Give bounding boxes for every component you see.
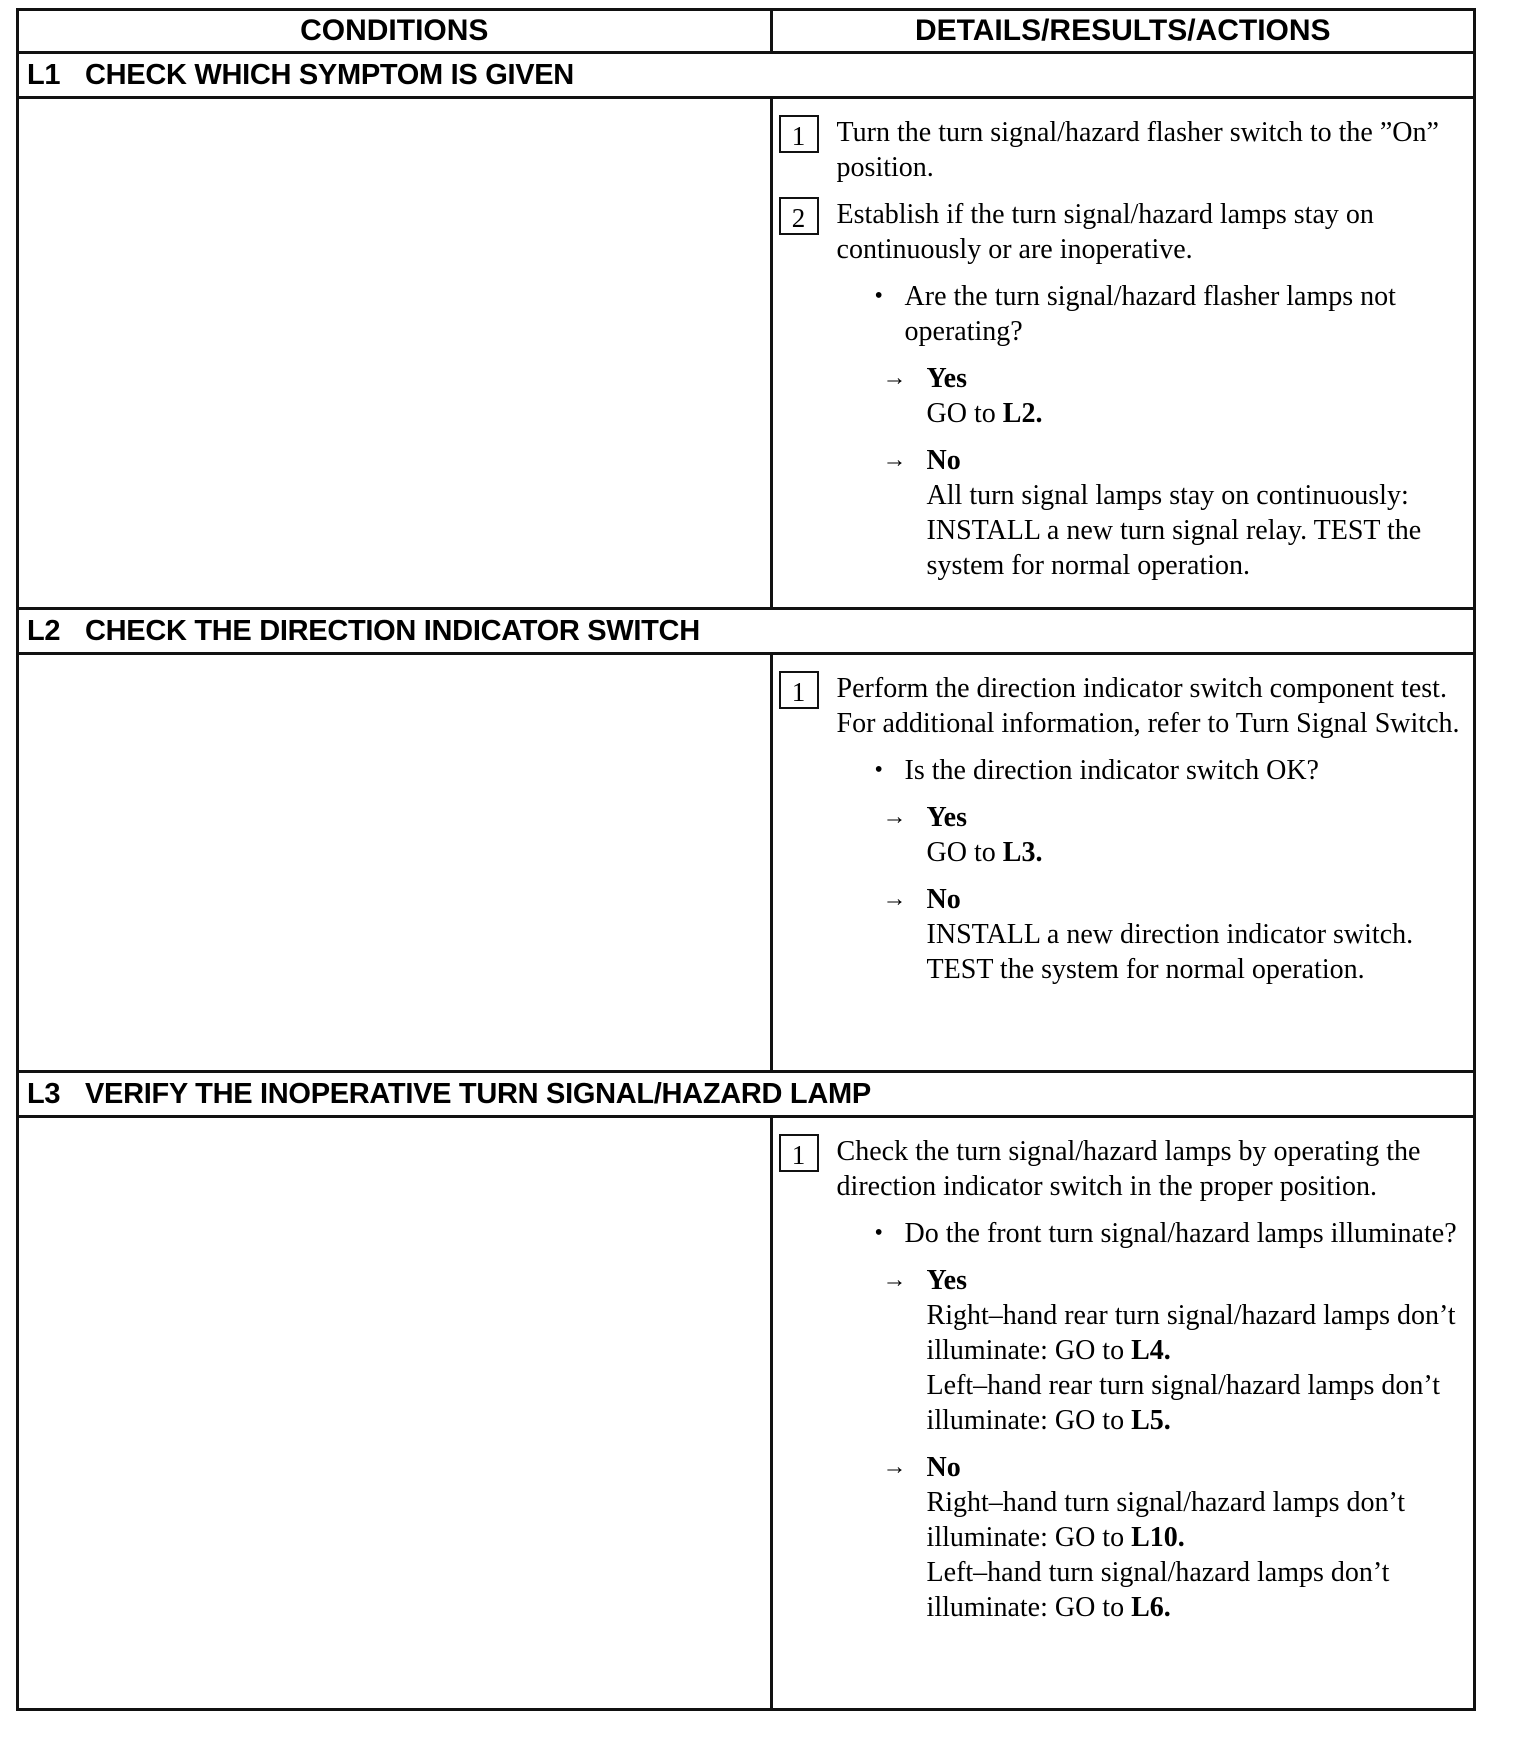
arrow-right-icon: → (882, 365, 907, 391)
step-title: CHECK WHICH SYMPTOM IS GIVEN (85, 59, 574, 91)
answer-line (927, 835, 1461, 870)
arrow-right-icon: → (882, 804, 907, 830)
question-text: Do the front turn signal/hazard lamps illuminate? (904, 1218, 1457, 1249)
action-text: Turn the turn signal/hazard flasher switch to the ”On” position. (836, 117, 1439, 183)
arrow-right-icon: → (882, 1267, 907, 1293)
answer-line (927, 1298, 1461, 1368)
answer-label: Yes (926, 1265, 967, 1296)
answer-no (883, 882, 1461, 987)
bullet-icon: • (874, 283, 883, 309)
conditions-cell (18, 1117, 772, 1710)
diagnostic-table-page (16, 8, 1476, 1711)
details-cell (771, 98, 1474, 609)
step-id: L1 (27, 59, 61, 91)
answer-text: Left–hand rear turn signal/hazard lamps don’t illuminate: GO to (926, 1370, 1440, 1436)
answer-label: Yes (926, 802, 967, 833)
step-title: VERIFY THE INOPERATIVE TURN SIGNAL/HAZARD LAMP (85, 1078, 871, 1110)
question (875, 753, 1461, 788)
answer-detail (927, 917, 1461, 987)
action-step (779, 115, 1461, 185)
answer-text: Right–hand turn signal/hazard lamps don’t illuminate: GO to (926, 1487, 1406, 1553)
answer-yes (883, 1263, 1461, 1438)
bullet-icon: • (874, 757, 883, 783)
answer-detail (927, 396, 1461, 431)
answer-label: Yes (926, 363, 967, 394)
step-heading (18, 609, 1475, 654)
action-text: Perform the direction indicator switch component test. For additional information, refer to Turn Signal Switch. (836, 673, 1460, 739)
bullet-icon: • (874, 1220, 883, 1246)
answer-label: No (926, 445, 961, 476)
answer-detail (927, 1485, 1461, 1625)
arrow-right-icon: → (882, 447, 907, 473)
step-id: L3 (27, 1078, 61, 1110)
answer-text: All turn signal lamps stay on continuously: INSTALL a new turn signal relay. TEST the system for normal operation. (926, 480, 1422, 581)
step-number-box: 1 (779, 1134, 819, 1172)
details-header: DETAILS/RESULTS/ACTIONS (771, 10, 1474, 53)
question-text: Is the direction indicator switch OK? (904, 755, 1319, 786)
action-step (779, 197, 1461, 267)
answer-yes (883, 800, 1461, 870)
answer-label: No (926, 1452, 961, 1483)
answer-line (927, 1555, 1461, 1625)
details-cell (771, 654, 1474, 1072)
question (875, 1216, 1461, 1251)
step-heading (18, 1072, 1475, 1117)
step-number-box: 1 (779, 115, 819, 153)
step-reference: L3. (1002, 837, 1043, 868)
answer-label: No (926, 884, 961, 915)
step-title: CHECK THE DIRECTION INDICATOR SWITCH (85, 615, 700, 647)
action-text: Establish if the turn signal/hazard lamps stay on continuously or are inoperative. (836, 199, 1374, 265)
answer-detail (927, 478, 1461, 583)
step-reference: L4. (1131, 1335, 1171, 1366)
action-text: Check the turn signal/hazard lamps by operating the direction indicator switch in the proper position. (836, 1136, 1421, 1202)
action-step (779, 671, 1461, 741)
question (875, 279, 1461, 349)
step-reference: L10. (1131, 1522, 1185, 1553)
answer-text: Right–hand rear turn signal/hazard lamps don’t illuminate: GO to (926, 1300, 1456, 1366)
answer-text: GO to (926, 837, 1003, 868)
step-reference: L5. (1131, 1405, 1171, 1436)
conditions-cell (18, 654, 772, 1072)
steps-body (18, 53, 1475, 1710)
step-id: L2 (27, 615, 61, 647)
answer-line (927, 1485, 1461, 1555)
answer-line (927, 917, 1461, 987)
answer-yes (883, 361, 1461, 431)
answer-line (927, 396, 1461, 431)
answer-detail (927, 835, 1461, 870)
details-cell (771, 1117, 1474, 1710)
answer-line (927, 478, 1461, 583)
step-reference: L6. (1131, 1592, 1171, 1623)
step-reference: L2. (1002, 398, 1043, 429)
question-text: Are the turn signal/hazard flasher lamps not operating? (904, 281, 1396, 347)
answer-no (883, 443, 1461, 583)
conditions-header: CONDITIONS (18, 10, 772, 53)
conditions-cell (18, 98, 772, 609)
step-heading (18, 53, 1475, 98)
answer-text: GO to (926, 398, 1003, 429)
pinpoint-test-table (16, 8, 1476, 1711)
answer-text: INSTALL a new direction indicator switch. TEST the system for normal operation. (926, 919, 1414, 985)
arrow-right-icon: → (882, 1454, 907, 1480)
arrow-right-icon: → (882, 886, 907, 912)
answer-line (927, 1368, 1461, 1438)
action-step (779, 1134, 1461, 1204)
step-number-box: 2 (779, 197, 819, 235)
answer-detail (927, 1298, 1461, 1438)
answer-text: Left–hand turn signal/hazard lamps don’t illuminate: GO to (926, 1557, 1390, 1623)
step-number-box: 1 (779, 671, 819, 709)
answer-no (883, 1450, 1461, 1625)
